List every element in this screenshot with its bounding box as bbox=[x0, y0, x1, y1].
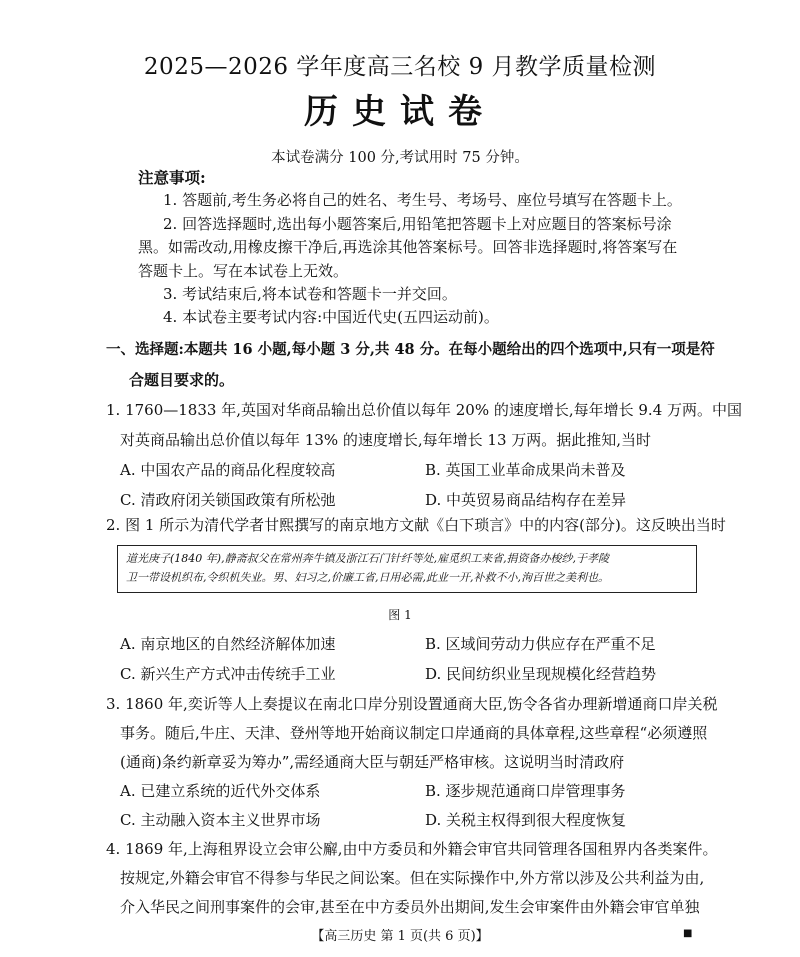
q2-stem: 2. 图 1 所示为清代学者甘熙撰写的南京地方文献《白下琐言》中的内容(部分)。这反映出当时 bbox=[106, 516, 726, 534]
q2-option-b: B. 区域间劳动力供应存在严重不足 bbox=[425, 635, 656, 653]
q2-quote-line: 道光庚子(1840 年),静斋叔父在常州奔牛镇及浙江石门针纤等处,雇觅织工来省,捐资备办梭纱,于孝陵 bbox=[126, 552, 610, 565]
subject-title: 历史试卷 bbox=[304, 92, 496, 132]
q3-option-a: A. 已建立系统的近代外交体系 bbox=[120, 782, 321, 800]
q4-stem: 按规定,外籍会审官不得参与华民之间讼案。但在实际操作中,外方常以涉及公共利益为由, bbox=[120, 869, 705, 887]
q3-stem: 3. 1860 年,奕䜣等人上奏提议在南北口岸分别设置通商大臣,饬令各省办理新增通商口岸关税 bbox=[106, 695, 718, 713]
q2-quote-box bbox=[117, 545, 697, 593]
notice-line: 3. 考试结束后,将本试卷和答题卡一并交回。 bbox=[163, 285, 457, 303]
q2-option-a: A. 南京地区的自然经济解体加速 bbox=[120, 635, 336, 653]
section-heading-cont: 合题目要求的。 bbox=[129, 371, 235, 389]
exam-subtitle: 本试卷满分 100 分,考试用时 75 分钟。 bbox=[271, 150, 529, 166]
q2-option-c: C. 新兴生产方式冲击传统手工业 bbox=[120, 665, 336, 683]
q3-option-c: C. 主动融入资本主义世界市场 bbox=[120, 811, 321, 829]
notice-heading: 注意事项: bbox=[138, 168, 206, 187]
notice-line: 4. 本试卷主要考试内容:中国近代史(五四运动前)。 bbox=[163, 308, 499, 326]
notice-line: 2. 回答选择题时,选出每小题答案后,用铅笔把答题卡上对应题目的答案标号涂 bbox=[163, 215, 672, 233]
q3-option-d: D. 关税主权得到很大程度恢复 bbox=[425, 811, 627, 829]
q3-option-b: B. 逐步规范通商口岸管理事务 bbox=[425, 782, 626, 800]
q1-option-a: A. 中国农产品的商品化程度较高 bbox=[120, 461, 336, 479]
q4-stem: 4. 1869 年,上海租界设立会审公廨,由中方委员和外籍会审官共同管理各国租界内各类案件。 bbox=[106, 840, 718, 858]
corner-mark: ■ bbox=[683, 928, 693, 939]
q1-stem: 对英商品输出总价值以每年 13% 的速度增长,每年增长 13 万两。据此推知,当时 bbox=[120, 431, 652, 449]
notice-line: 答题卡上。写在本试卷上无效。 bbox=[138, 262, 349, 280]
q3-stem: (通商)条约新章妥为筹办”,需经通商大臣与朝廷严格审核。这说明当时清政府 bbox=[120, 753, 625, 771]
notice-line: 黑。如需改动,用橡皮擦干净后,再选涂其他答案标号。回答非选择题时,将答案写在 bbox=[138, 238, 678, 256]
q1-option-d: D. 中英贸易商品结构存在差异 bbox=[425, 491, 627, 509]
figure-caption: 图 1 bbox=[388, 608, 412, 622]
q1-stem: 1. 1760—1833 年,英国对华商品输出总价值以每年 20% 的速度增长,每年增长 9.4 万两。中国 bbox=[106, 401, 743, 419]
q3-stem: 事务。随后,牛庄、天津、登州等地开始商议制定口岸通商的具体章程,这些章程“必须遵照 bbox=[120, 724, 708, 742]
page-footer: 【高三历史 第 1 页(共 6 页)】 bbox=[311, 929, 489, 944]
q2-option-d: D. 民间纺织业呈现规模化经营趋势 bbox=[425, 665, 657, 683]
q2-quote-line: 卫一带设机织布,令织机失业。男、妇习之,价廉工省,日用必需,此业一开,补救不小,洵百世之美利也。 bbox=[126, 571, 609, 584]
notice-line: 1. 答题前,考生务必将自己的姓名、考生号、考场号、座位号填写在答题卡上。 bbox=[163, 191, 682, 209]
section-heading: 一、选择题:本题共 16 小题,每小题 3 分,共 48 分。在每小题给出的四个选项中,只有一项是符 bbox=[106, 341, 715, 358]
q1-option-c: C. 清政府闭关锁国政策有所松弛 bbox=[120, 491, 336, 509]
q1-option-b: B. 英国工业革命成果尚未普及 bbox=[425, 461, 626, 479]
exam-title: 2025—2026 学年度高三名校 9 月教学质量检测 bbox=[143, 54, 657, 80]
q4-stem: 介入华民之间刑事案件的会审,甚至在中方委员外出期间,发生会审案件由外籍会审官单独 bbox=[120, 898, 700, 916]
